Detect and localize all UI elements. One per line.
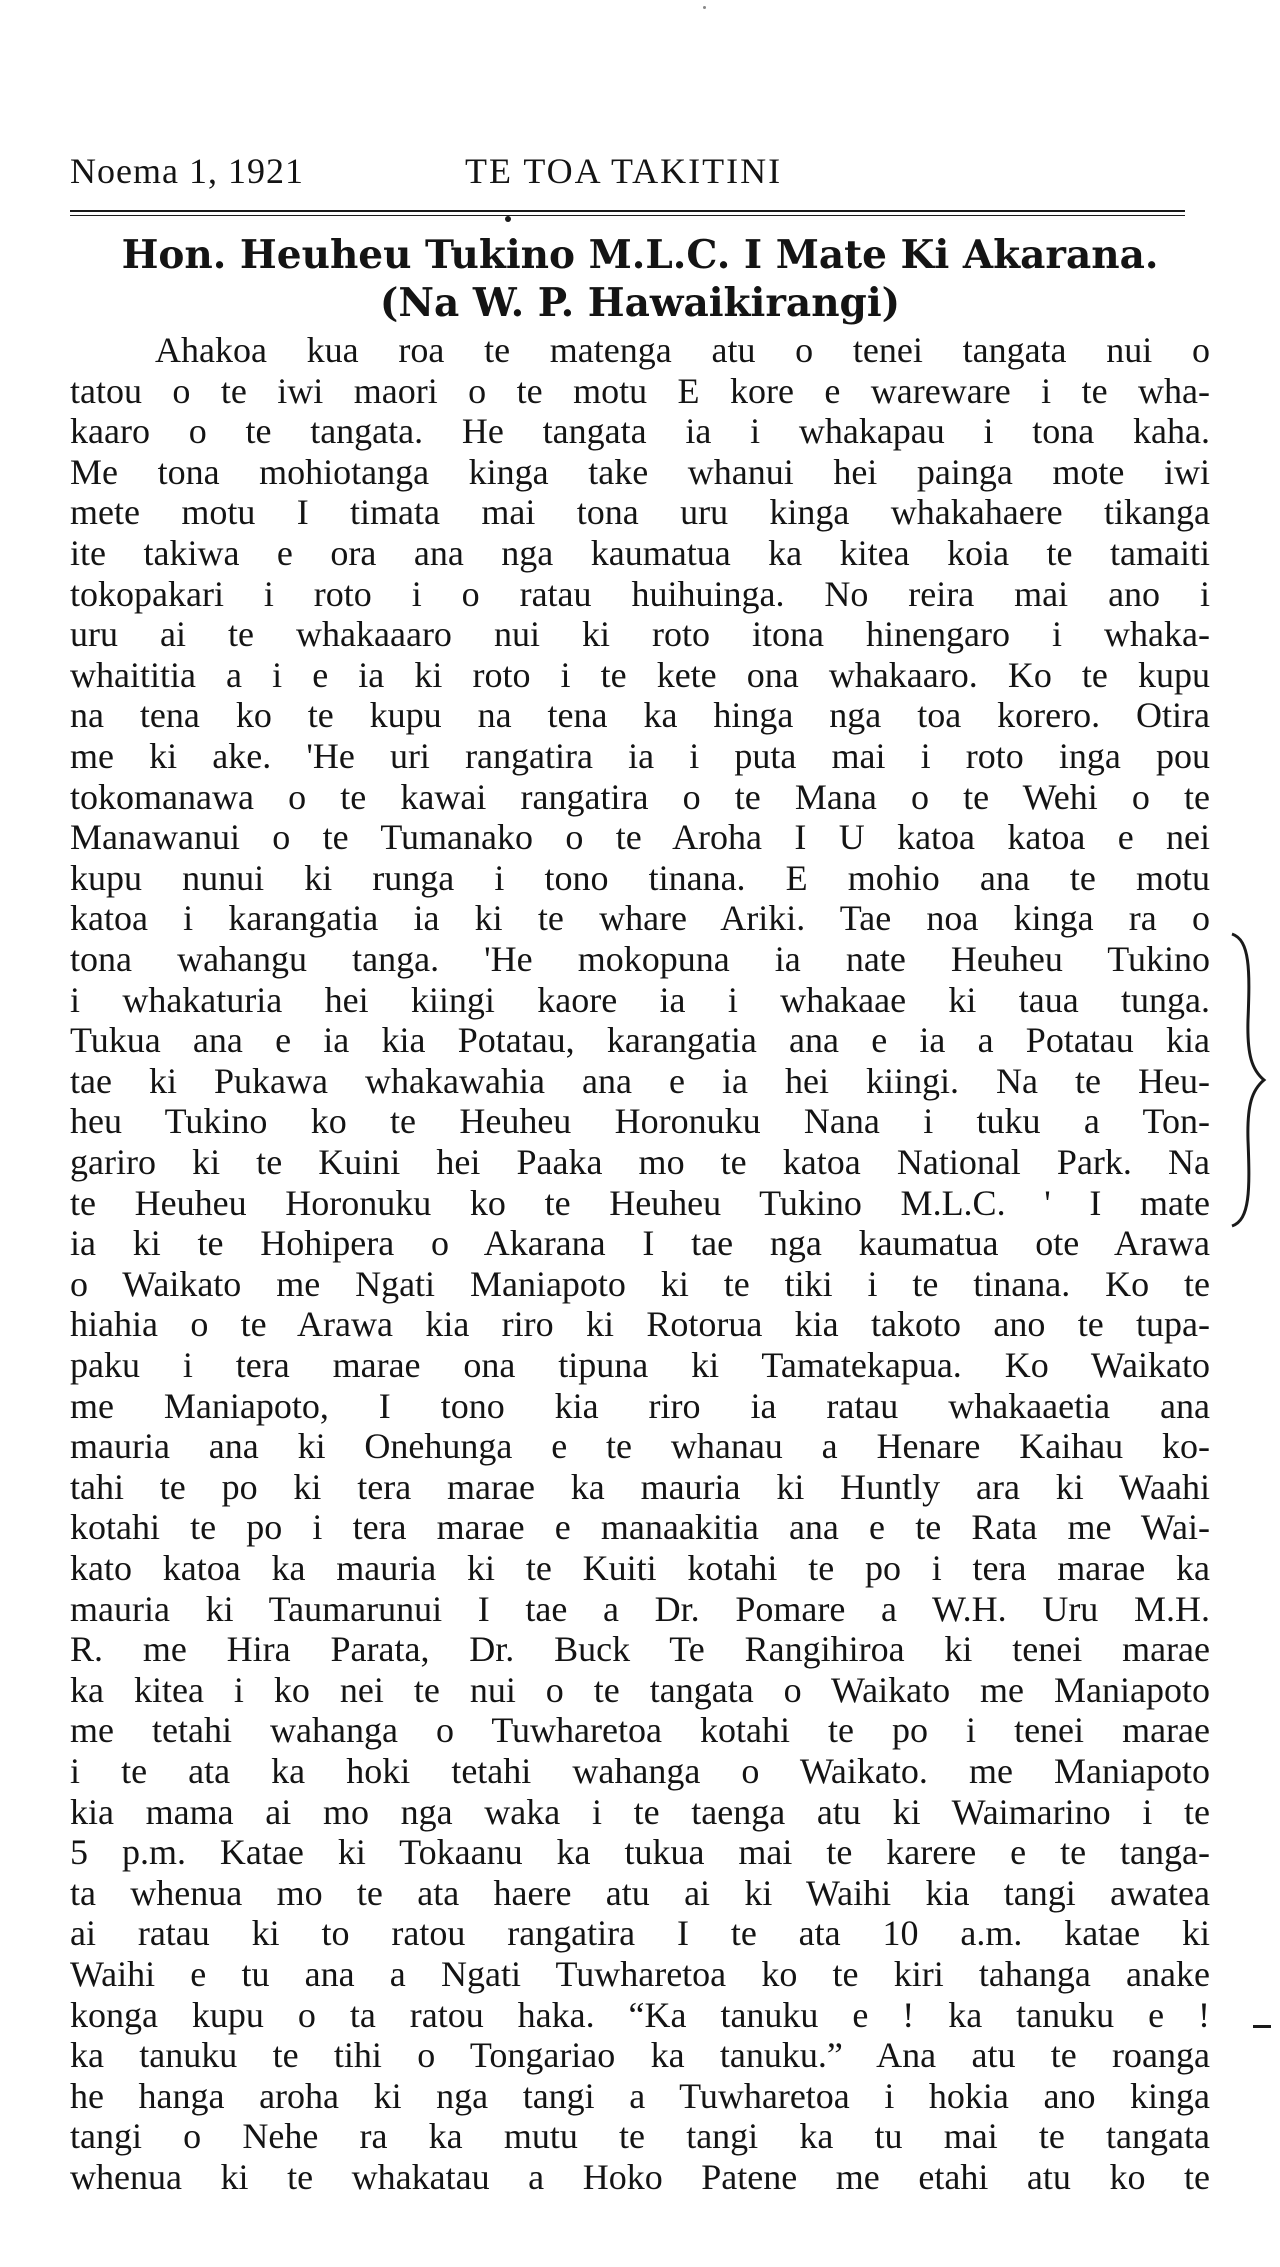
text-line: kato katoa ka mauria ki te Kuiti kotahi te po i tera marae ka — [70, 1548, 1210, 1588]
text-line: Tukua ana e ia kia Potatau, karangatia ana e ia a Potatau kia — [70, 1020, 1210, 1061]
text-line: me tetahi wahanga o Tuwharetoa kotahi te po i tenei marae — [70, 1710, 1210, 1751]
text-line: tokomanawa o te kawai rangatira o te Mana o te Wehi o te — [70, 776, 1210, 817]
running-head — [70, 150, 1210, 194]
text-line: kupu nunui ki runga i tono tinana. E mohio ana te motu — [70, 857, 1210, 898]
text-line: gariro ki te Kuini hei Paaka mo te katoa National Park. Na — [70, 1142, 1210, 1182]
text-line: tatou o te iwi maori o te motu E kore e wareware i te wha- — [70, 370, 1210, 411]
text-line: Manawanui o te Tumanako o te Aroha I U katoa katoa e nei — [70, 817, 1210, 858]
text-line: tona wahangu tanga. 'He mokopuna ia nate Heuheu Tukino — [70, 939, 1210, 979]
text-line: paku i tera marae ona tipuna ki Tamatekapua. Ko Waikato — [70, 1345, 1210, 1385]
text-line: tokopakari i roto i o ratau huihuinga. No reira mai ano i — [70, 573, 1210, 614]
header-rule — [70, 210, 1185, 212]
text-line: ka tanuku te tihi o Tongariao ka tanuku.” Ana atu te roanga — [70, 2035, 1210, 2076]
text-line: he hanga aroha ki nga tangi a Tuwharetoa i hokia ano kinga — [70, 2075, 1210, 2116]
text-line: me ki ake. 'He uri rangatira ia i puta mai i roto inga pou — [70, 736, 1210, 776]
text-line: katoa i karangatia ia ki te whare Ariki. Tae noa kinga ra o — [70, 898, 1210, 939]
publication-title: TE TOA TAKITINI — [465, 151, 783, 191]
text-line: i te ata ka hoki tetahi wahanga o Waikato. me Maniapoto — [70, 1751, 1210, 1791]
text-line: 5 p.m. Katae ki Tokaanu ka tukua mai te karere e te tanga- — [70, 1832, 1210, 1873]
text-line: tae ki Pukawa whakawahia ana e ia hei kiingi. Na te Heu- — [70, 1060, 1210, 1101]
text-line: Waihi e tu ana a Ngati Tuwharetoa ko te kiri tahanga anake — [70, 1954, 1210, 1994]
text-line: kaaro o te tangata. He tangata ia i whakapau i tona kaha. — [70, 411, 1210, 452]
text-line: whenua ki te whakatau a Hoko Patene me etahi atu ko te — [70, 2157, 1210, 2197]
article-title: Hon. Heuheu Tukino M.L.C. I Mate Ki Akarana. — [121, 232, 1159, 278]
header-rule-thin — [70, 215, 1185, 216]
text-line: na tena ko te kupu na tena ka hinga nga toa korero. Otira — [70, 695, 1210, 736]
text-line: ka kitea i ko nei te nui o te tangata o Waikato me Maniapoto — [70, 1669, 1210, 1710]
text-line: kia mama ai mo nga waka i te taenga atu ki Waimarino i te — [70, 1791, 1210, 1832]
rule-ornament-dot — [505, 216, 511, 222]
text-line: te Heuheu Horonuku ko te Heuheu Tukino M.L.C. ' I mate — [70, 1182, 1210, 1223]
text-line: whaititia a i e ia ki roto i te kete ona whakaaro. Ko te kupu — [70, 654, 1210, 695]
text-line: ta whenua mo te ata haere atu ai ki Waihi kia tangi awatea — [70, 1872, 1210, 1913]
text-line: kotahi te po i tera marae e manaakitia ana e te Rata me Wai- — [70, 1507, 1210, 1548]
text-line: mete motu I timata mai tona uru kinga whakahaere tikanga — [70, 492, 1210, 533]
text-line: i whakaturia hei kiingi kaore ia i whakaae ki taua tunga. — [70, 979, 1210, 1020]
text-line: konga kupu o ta ratou haka. “Ka tanuku e ! ka tanuku e ! — [70, 1994, 1210, 2035]
text-line: ia ki te Hohipera o Akarana I tae nga kaumatua ote Arawa — [70, 1223, 1210, 1264]
text-line: mauria ki Taumarunui I tae a Dr. Pomare a W.H. Uru M.H. — [70, 1588, 1210, 1629]
text-line: ite takiwa e ora ana nga kaumatua ka kitea koia te tamaiti — [70, 533, 1210, 573]
text-line: o Waikato me Ngati Maniapoto ki te tiki i te tinana. Ko te — [70, 1263, 1210, 1304]
text-line: mauria ana ki Onehunga e te whanau a Henare Kaihau ko- — [70, 1426, 1210, 1467]
text-line: R. me Hira Parata, Dr. Buck Te Rangihiroa ki tenei marae — [70, 1629, 1210, 1670]
text-line: me Maniapoto, I tono kia riro ia ratau whakaaetia ana — [70, 1385, 1210, 1426]
dash-mark-icon — [1253, 2025, 1271, 2028]
text-line: tangi o Nehe ra ka mutu te tangi ka tu mai te tangata — [70, 2116, 1210, 2157]
print-speck — [703, 6, 706, 9]
text-line: tahi te po ki tera marae ka mauria ki Huntly ara ki Waahi — [70, 1466, 1210, 1507]
article-byline: (Na W. P. Hawaikirangi) — [379, 280, 901, 326]
text-line: uru ai te whakaaaro nui ki roto itona hinengaro i whaka- — [70, 614, 1210, 655]
text-line: heu Tukino ko te Heuheu Horonuku Nana i tuku a Ton- — [70, 1101, 1210, 1142]
text-line: Ahakoa kua roa te matenga atu o tenei tangata nui o — [155, 330, 1210, 370]
right-curly-brace-icon — [1228, 930, 1268, 1230]
text-line: Me tona mohiotanga kinga take whanui hei painga mote iwi — [70, 451, 1210, 492]
text-line: hiahia o te Arawa kia riro ki Rotorua kia takoto ano te tupa- — [70, 1304, 1210, 1345]
text-line: ai ratau ki to ratou rangatira I te ata 10 a.m. katae ki — [70, 1913, 1210, 1954]
issue-date: Noema 1, 1921 — [70, 151, 304, 191]
